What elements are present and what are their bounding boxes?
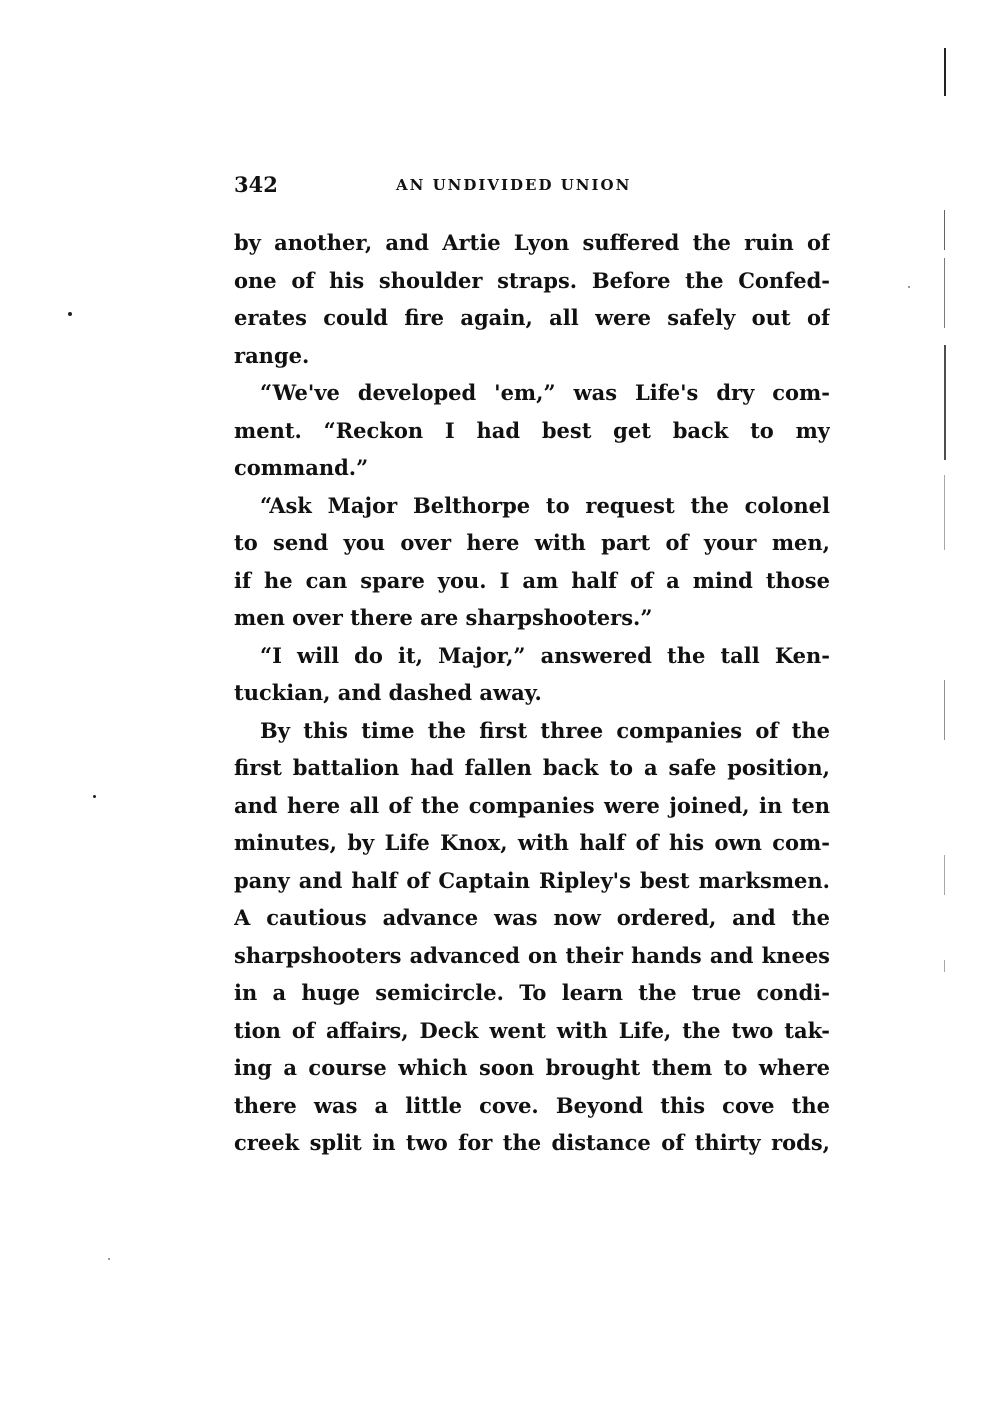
text-line: one of his shoulder straps. Before the Confed- [234, 267, 830, 293]
scan-edge-line [944, 960, 945, 972]
page-number: 342 [234, 172, 278, 197]
text-line: By this time the first three companies of the [260, 717, 830, 743]
text-line: ment. “Reckon I had best get back to my [234, 417, 830, 443]
text-line: ing a course which soon brought them to where [234, 1055, 830, 1080]
scan-edge-line [944, 475, 945, 550]
body-text [234, 224, 830, 1162]
text-line: first battalion had fallen back to a safe position, [234, 755, 830, 780]
scan-edge-line [944, 48, 946, 96]
text-line: creek split in two for the distance of thirty rods, [234, 1130, 830, 1155]
text-line: tion of affairs, Deck went with Life, the two tak- [234, 1017, 830, 1043]
text-line: by another, and Artie Lyon suffered the ruin of [234, 230, 830, 255]
scan-edge-line [944, 855, 945, 895]
running-head [234, 172, 654, 202]
text-line: command.” [234, 455, 369, 480]
text-line: tuckian, and dashed away. [234, 680, 542, 705]
text-line: there was a little cove. Beyond this cove the [234, 1092, 830, 1118]
text-line: pany and half of Captain Ripley's best marksmen. [234, 867, 830, 893]
text-line: minutes, by Life Knox, with half of his own com- [234, 830, 830, 855]
scan-speck [908, 286, 910, 288]
text-line: range. [234, 342, 310, 368]
text-line: “I will do it, Major,” answered the tall Ken- [260, 642, 830, 668]
scan-speck [108, 1258, 110, 1260]
text-line: A cautious advance was now ordered, and the [234, 905, 830, 930]
text-line: and here all of the companies were joined, in ten [234, 792, 830, 818]
scan-edge-line [944, 345, 946, 460]
text-line: if he can spare you. I am half of a mind those [234, 567, 830, 593]
text-line: sharpshooters advanced on their hands and knees [234, 942, 830, 968]
scan-edge-line [944, 258, 945, 328]
text-line: to send you over here with part of your men, [234, 530, 830, 555]
text-line: men over there are sharpshooters.” [234, 605, 653, 630]
scan-speck [68, 312, 72, 316]
scan-edge-line [944, 210, 945, 250]
text-line: erates could fire again, all were safely out of [234, 305, 830, 330]
text-line: in a huge semicircle. To learn the true condi- [234, 980, 830, 1005]
text-line: “We've developed 'em,” was Life's dry com- [260, 380, 830, 405]
text-line: “Ask Major Belthorpe to request the colonel [260, 492, 830, 518]
running-title: AN UNDIVIDED UNION [396, 176, 632, 194]
scan-speck [93, 795, 96, 798]
scan-edge-line [944, 680, 945, 740]
